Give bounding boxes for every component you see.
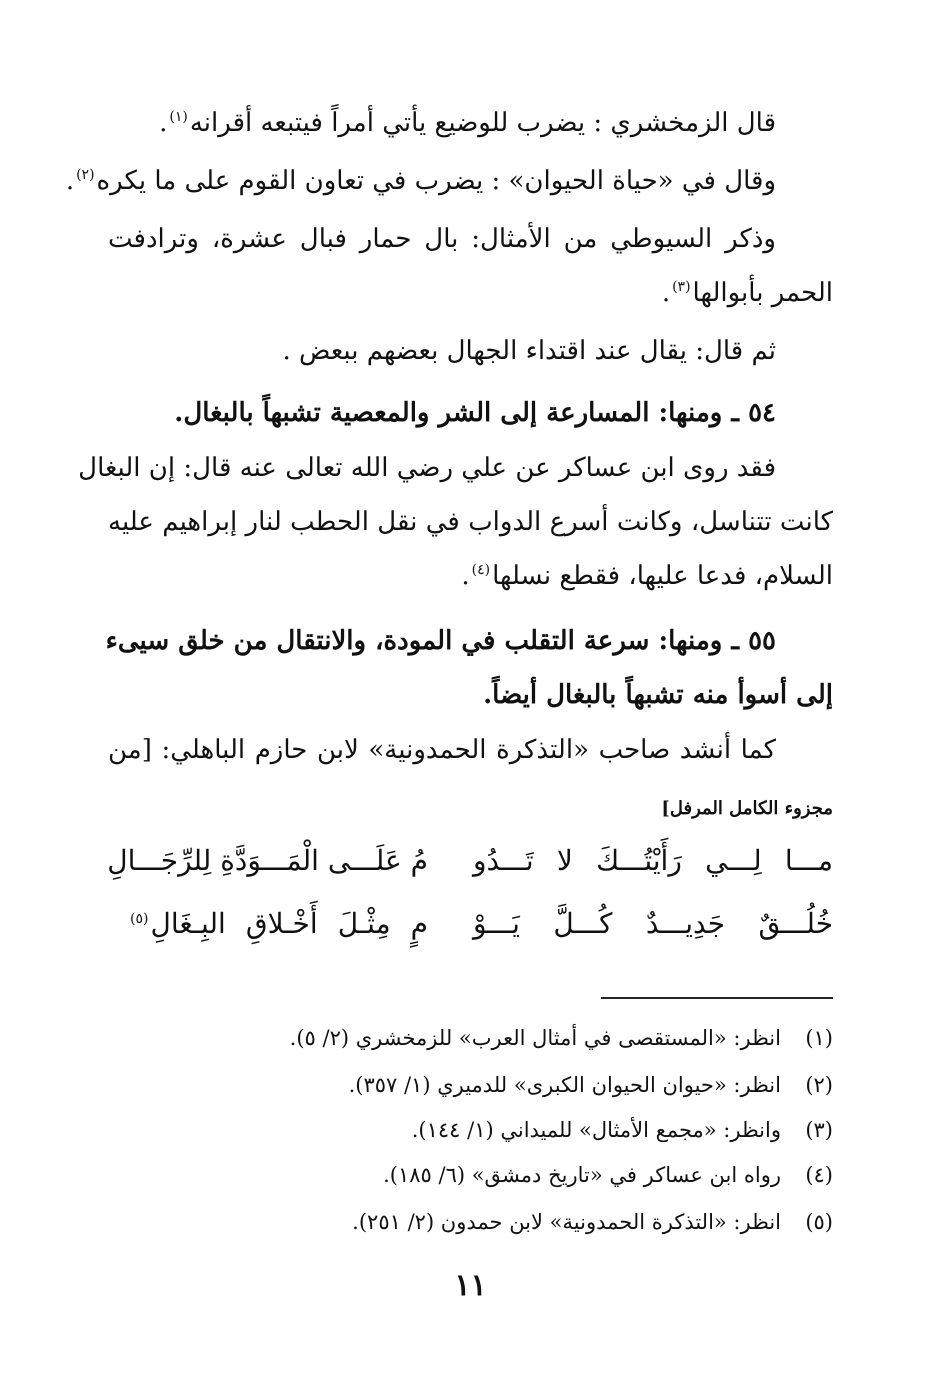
- footnote-ref: (٤): [471, 562, 491, 579]
- footnote-number: (٣): [805, 1118, 833, 1142]
- footnote-text: انظر: «حيوان الحيوان الكبرى» للدميري (١/ ٣٥٧).: [348, 1073, 781, 1097]
- paragraph-hayat-al-hayawan: [65, 161, 776, 201]
- paragraph-end: .: [65, 166, 75, 196]
- paragraph-ibn-asakir-line-1: فقد روى ابن عساكر عن علي رضي الله تعالى عنه قال: إن البغال: [78, 453, 776, 483]
- verse-1-second-hemistich: مُ عَلَـــى الْمَـــوَدَّةِ لِلرِّجَـــالِ: [107, 844, 428, 877]
- poem-meter-label: مجزوء الكامل المرفل]: [661, 798, 833, 819]
- paragraph-poem-intro: كما أنشد صاحب «التذكرة الحمدونية» لابن حازم الباهلي: [من: [108, 735, 776, 765]
- paragraph-ibn-asakir-line-3: [108, 556, 833, 596]
- verse-text: مٍ مِثْـلَ أَخْـلاقِ البِـغَالِ: [150, 907, 428, 940]
- paragraph-end: .: [461, 561, 470, 591]
- footnote-text: رواه ابن عساكر في «تاريخ دمشق» (٦/ ١٨٥).: [383, 1163, 781, 1187]
- footnote-ref: (٣): [672, 279, 691, 296]
- footnote-1: [290, 1022, 833, 1054]
- section-heading-55-line-1: ٥٥ ـ ومنها: سرعة التقلب في المودة، والانتقال من خلق سيىء: [105, 626, 776, 656]
- paragraph-text: السلام، فدعا عليها، فقطع نسلها: [492, 561, 833, 591]
- footnote-text: انظر: «المستقصى في أمثال العرب» للزمخشري (٢/ ٥).: [289, 1026, 781, 1050]
- section-heading-54: ٥٤ ـ ومنها: المسارعة إلى الشر والمعصية تشبهاً بالبغال.: [174, 398, 776, 428]
- paragraph-suyuti-line-1: وذكر السيوطي من الأمثال: بال حمار فبال عشرة، وترادفت: [108, 224, 776, 254]
- footnote-3: [412, 1114, 833, 1146]
- footnote-number: (٢): [805, 1073, 833, 1097]
- footnote-separator: [601, 997, 833, 999]
- paragraph-end: .: [159, 108, 168, 138]
- paragraph-end: .: [661, 278, 671, 308]
- paragraph-text: قال الزمخشري : يضرب للوضيع يأتي أمراً فيتبعه أقرانه: [189, 108, 776, 138]
- footnote-ref: (٢): [76, 167, 95, 184]
- paragraph-text: وقال في «حياة الحيوان» : يضرب في تعاون القوم على ما يكره: [96, 166, 776, 196]
- footnote-ref: (١): [169, 109, 188, 126]
- paragraph-text: الحمر بأبوالها: [692, 278, 833, 308]
- footnote-4: [383, 1159, 833, 1191]
- footnote-number: (٤): [805, 1163, 833, 1187]
- paragraph-zamakhshari: [108, 103, 776, 143]
- paragraph-ibn-asakir-line-2: كانت تتناسل، وكانت أسرع الدواب في نقل الحطب لنار إبراهيم عليه: [108, 507, 833, 537]
- footnote-2: [349, 1069, 833, 1101]
- paragraph-then-said: ثم قال: يقال عند اقتداء الجهال بعضهم ببعض .: [282, 336, 776, 366]
- verse-2-second-hemistich: [128, 902, 428, 946]
- footnote-text: انظر: «التذكرة الحمدونية» لابن حمدون (٢/ ٢٥١).: [352, 1210, 781, 1234]
- footnote-ref: (٥): [130, 910, 149, 927]
- footnote-text: وانظر: «مجمع الأمثال» للميداني (١/ ١٤٤).: [411, 1118, 781, 1142]
- verse-1-first-hemistich: مـــا لِـــي رَأَيْتُـــكَ لا تَـــدُو: [473, 844, 833, 877]
- verse-2-first-hemistich: خُلُـــقٌ جَدِيـــدٌ كُـــلَّ يَـــوْ: [473, 907, 833, 940]
- footnote-number: (٥): [805, 1210, 833, 1234]
- paragraph-suyuti-line-2: [108, 273, 833, 313]
- footnote-number: (١): [805, 1026, 833, 1050]
- page-number: ١١: [454, 1268, 487, 1303]
- footnote-5: [352, 1206, 833, 1238]
- section-heading-55-line-2: إلى أسوأ منه تشبهاً بالبغال أيضاً.: [483, 680, 833, 710]
